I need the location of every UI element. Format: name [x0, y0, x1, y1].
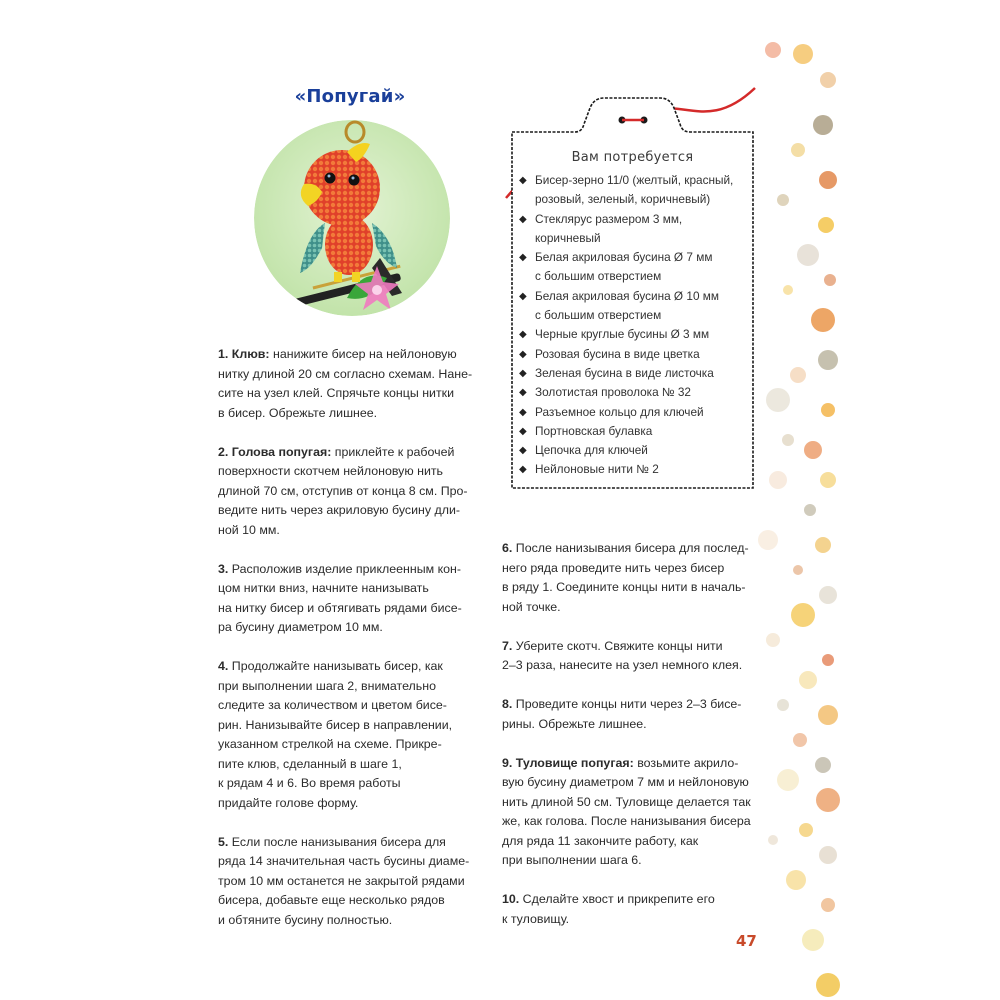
- parrot-photo: [252, 118, 452, 318]
- supplies-item: ◆ Бисер-зерно 11/0 (желтый, красный, розовый, зеленый, коричневый): [519, 171, 759, 210]
- step-10: 10. Сделайте хвост и прикрепите его к туловищу.: [502, 892, 715, 926]
- step-3: 3. Расположив изделие приклеенным кон- цом нитки вниз, начните нанизывать на нитку бисер и обтягивать рядами бисе- ра бусину диаметром 10 мм.: [218, 561, 462, 634]
- supplies-item: ◆ Стеклярус размером 3 мм, коричневый: [519, 210, 759, 249]
- decorative-bead-dots: [728, 40, 840, 1000]
- supplies-list: [519, 171, 759, 480]
- step-5: 5. Если после нанизывания бисера для ряда 14 значительная часть бусины диаме- тром 10 мм останется не закрытой рядами бисера, добавьте еще несколько рядов и обтяните бусину полностью.: [218, 834, 470, 927]
- page-number: 47: [736, 932, 757, 950]
- step-7: 7. Уберите скотч. Свяжите концы нити 2–3 раза, нанесите на узел немного клея.: [502, 638, 743, 672]
- step-6: 6. После нанизывания бисера для послед- него ряда проведите нить через бисер в ряду 1. Соедините концы нити в началь- ной точке.: [502, 541, 749, 614]
- steps-left-column: [218, 345, 488, 950]
- supplies-item: ◆ Портновская булавка: [519, 422, 759, 441]
- supplies-item: ◆ Розовая бусина в виде цветка: [519, 345, 759, 364]
- supplies-item: ◆ Нейлоновые нити № 2: [519, 460, 759, 479]
- supplies-item: ◆ Черные круглые бусины Ø 3 мм: [519, 325, 759, 344]
- supplies-item: ◆ Зеленая бусина в виде листочка: [519, 364, 759, 383]
- step-4: 4. Продолжайте нанизывать бисер, как при выполнении шага 2, внимательно следите за количеством и цветом бисе- рин. Нанизывайте бисер в направлении, указанном стрелкой на схеме. Прикре- пите клюв, сделанный в шаге 1, к рядам 4 и 6. Во время работы придайте голове форму.: [218, 659, 453, 810]
- supplies-item: ◆ Белая акриловая бусина Ø 10 мм с большим отверстием: [519, 287, 759, 326]
- supplies-item: ◆ Цепочка для ключей: [519, 441, 759, 460]
- supplies-item: ◆ Разъемное кольцо для ключей: [519, 403, 759, 422]
- supplies-item: ◆ Белая акриловая бусина Ø 7 мм с большим отверстием: [519, 248, 759, 287]
- step-1: 1. Клюв: нанижите бисер на нейлоновую нитку длиной 20 см согласно схемам. Нане- сите на узел клей. Спрячьте концы нитки в бисер. Обрежьте лишнее.: [218, 347, 473, 420]
- supplies-title: Вам потребуется: [571, 150, 694, 165]
- supplies-item: ◆ Золотистая проволока № 32: [519, 383, 759, 402]
- step-8: 8. Проведите концы нити через 2–3 бисе- рины. Обрежьте лишнее.: [502, 697, 742, 731]
- step-2: 2. Голова попугая: приклейте к рабочей поверхности скотчем нейлоновую нить длиной 70 см, отступив от конца 8 см. Про- ведите нить через акриловую бусину дли- ной 10 мм.: [218, 444, 468, 537]
- step-9: 9. Туловище попугая: возьмите акрило- вую бусину диаметром 7 мм и нейлоновую нить длиной 50 см. Туловище делается так же, как голова. После нанизывания бисера для ряда 11 закончите работу, как при выполнении шага 6.: [502, 755, 751, 867]
- page-title: «Попугай»: [294, 86, 406, 107]
